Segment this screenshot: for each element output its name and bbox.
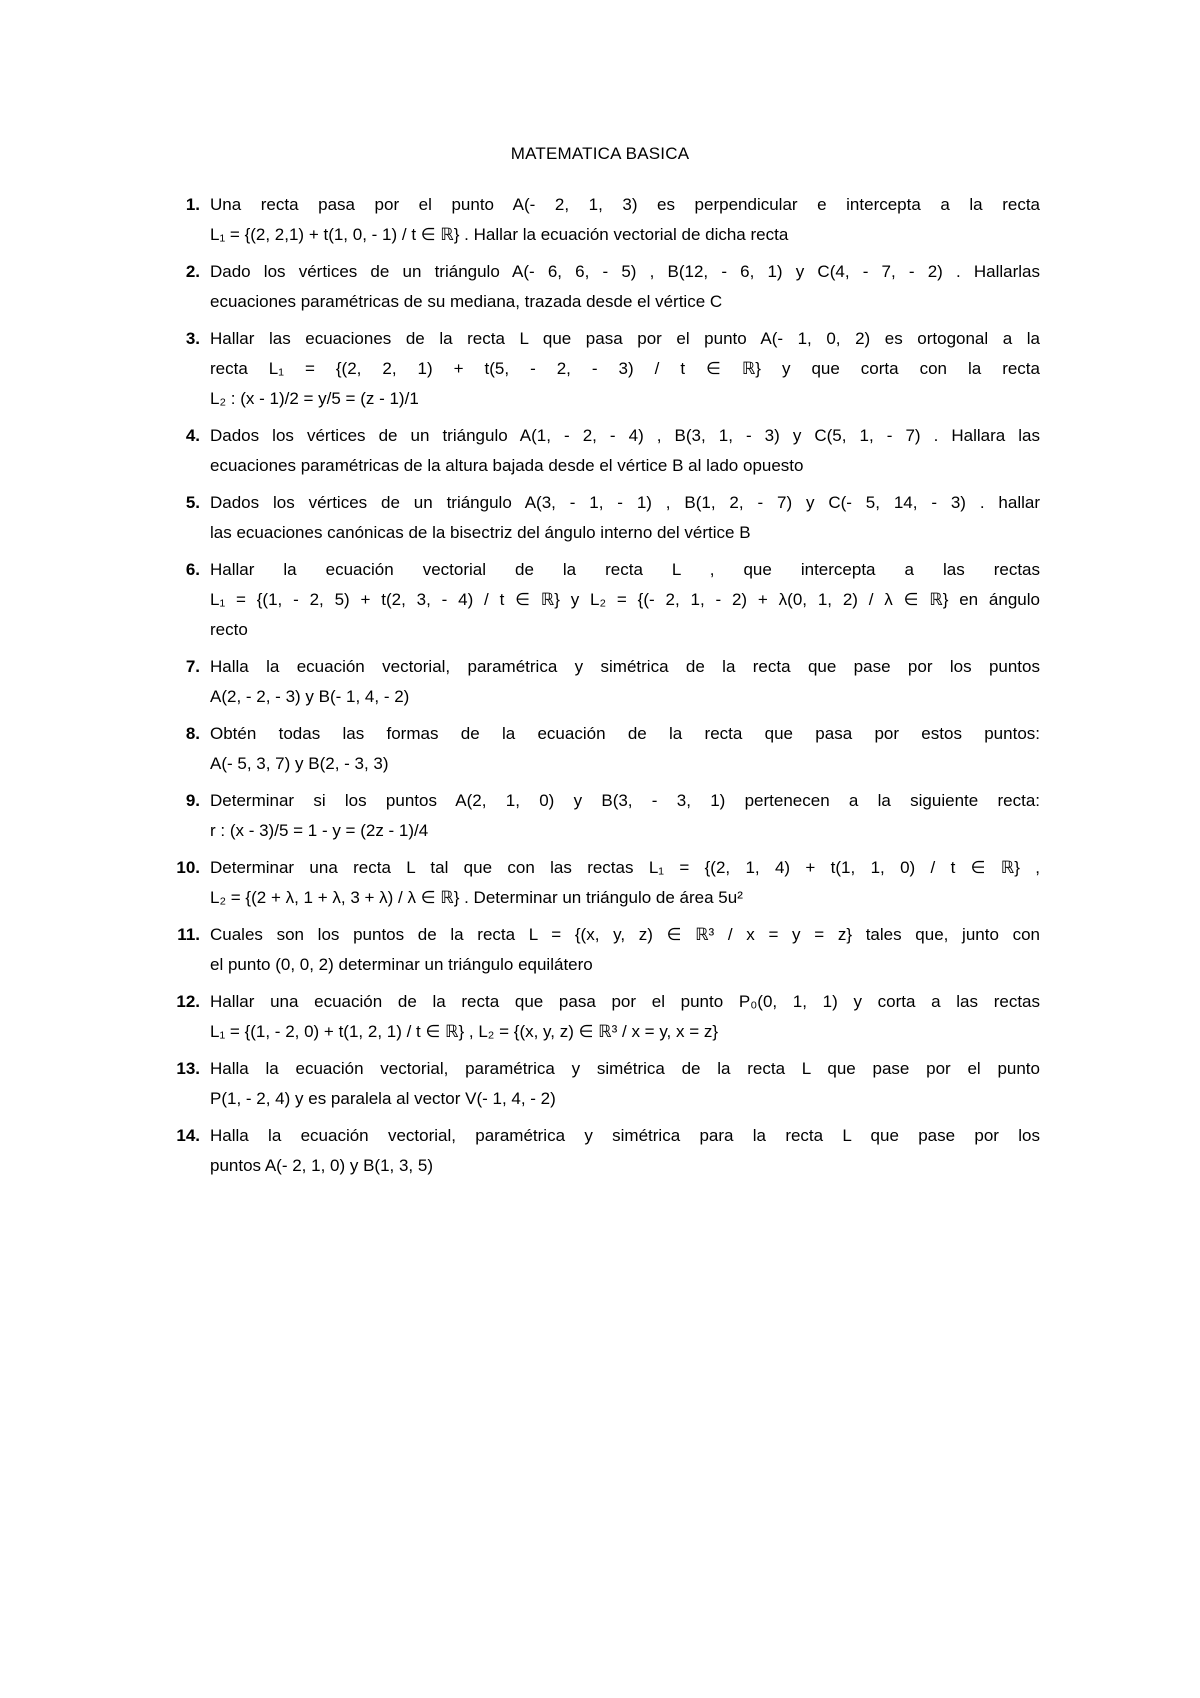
problem-text-line: Halla la ecuación vectorial, paramétrica y simétrica de la recta L que pase por el punto — [210, 1059, 1040, 1078]
problem-number: 8. — [185, 724, 200, 743]
problem-text-line: puntos A(- 2, 1, 0) y B(1, 3, 5) — [210, 1156, 433, 1175]
problem-text-line: Dado los vértices de un triángulo A(- 6, 6, - 5) , B(12, - 6, 1) y C(4, - 7, - 2) . Hallarlas — [210, 262, 1040, 281]
problem-item — [176, 1054, 1040, 1114]
problem-item — [185, 719, 1040, 779]
problem-item — [176, 853, 1040, 913]
problem-text-line: Hallar las ecuaciones de la recta L que pasa por el punto A(- 1, 0, 2) es ortogonal a la — [210, 329, 1040, 348]
problem-text-line: Halla la ecuación vectorial, paramétrica y simétrica para la recta L que pase por los — [210, 1126, 1040, 1145]
problem-text-line: r : (x - 3)/5 = 1 - y = (2z - 1)/4 — [210, 821, 429, 840]
problem-text-line: ecuaciones paramétricas de su mediana, trazada desde el vértice C — [210, 292, 723, 311]
problem-number: 12. — [176, 992, 200, 1011]
problem-number: 4. — [185, 426, 200, 445]
problem-number: 2. — [185, 262, 200, 281]
problem-text-line: L₂ = {(2 + λ, 1 + λ, 3 + λ) / λ ∈ ℝ} . Determinar un triángulo de área 5u² — [210, 888, 743, 907]
problem-text-line: Cuales son los puntos de la recta L = {(x, y, z) ∈ ℝ³ / x = y = z} tales que, junto con — [210, 925, 1040, 944]
problem-item — [176, 1121, 1040, 1181]
problem-text-line: Determinar si los puntos A(2, 1, 0) y B(3, - 3, 1) pertenecen a la siguiente recta: — [210, 791, 1040, 810]
problem-text-line: Dados los vértices de un triángulo A(3, - 1, - 1) , B(1, 2, - 7) y C(- 5, 14, - 3) . hallar — [210, 493, 1040, 512]
problem-text-line: las ecuaciones canónicas de la bisectriz del ángulo interno del vértice B — [210, 523, 751, 542]
problem-text-line: Hallar la ecuación vectorial de la recta L , que intercepta a las rectas — [210, 560, 1040, 579]
problem-number: 5. — [185, 493, 200, 512]
problem-item — [185, 421, 1040, 481]
problem-item — [185, 257, 1040, 317]
problem-item — [176, 987, 1040, 1047]
problem-item — [185, 324, 1040, 414]
problem-number: 3. — [185, 329, 200, 348]
problem-text-line: L₂ : (x - 1)/2 = y/5 = (z - 1)/1 — [210, 389, 419, 408]
problem-text-line: A(2, - 2, - 3) y B(- 1, 4, - 2) — [210, 687, 410, 706]
page-title: MATEMATICA BASICA — [510, 144, 690, 163]
problem-text-line: Dados los vértices de un triángulo A(1, - 2, - 4) , B(3, 1, - 3) y C(5, 1, - 7) . Hallara las — [210, 426, 1040, 445]
problem-text-line: Determinar una recta L tal que con las rectas L₁ = {(2, 1, 4) + t(1, 1, 0) / t ∈ ℝ} , — [210, 858, 1040, 877]
problem-number: 13. — [176, 1059, 200, 1078]
problem-number: 9. — [185, 791, 200, 810]
problem-item — [185, 652, 1040, 712]
problem-text-line: Halla la ecuación vectorial, paramétrica y simétrica de la recta que pase por los puntos — [210, 657, 1040, 676]
problem-text-line: recto — [210, 620, 248, 639]
problem-text-line: ecuaciones paramétricas de la altura bajada desde el vértice B al lado opuesto — [210, 456, 804, 475]
problem-text-line: L₁ = {(1, - 2, 0) + t(1, 2, 1) / t ∈ ℝ} , L₂ = {(x, y, z) ∈ ℝ³ / x = y, x = z} — [210, 1022, 719, 1041]
problem-number: 1. — [185, 195, 200, 214]
problem-item — [185, 555, 1040, 645]
problem-item — [185, 488, 1040, 548]
problem-number: 6. — [185, 560, 200, 579]
problem-list — [176, 190, 1040, 1188]
problem-text-line: A(- 5, 3, 7) y B(2, - 3, 3) — [210, 754, 389, 773]
problem-number: 14. — [176, 1126, 200, 1145]
problem-item — [185, 190, 1040, 250]
problem-text-line: Obtén todas las formas de la ecuación de la recta que pasa por estos puntos: — [210, 724, 1040, 743]
problem-text-line: Hallar una ecuación de la recta que pasa por el punto P₀(0, 1, 1) y corta a las rectas — [210, 992, 1040, 1011]
problem-text-line: el punto (0, 0, 2) determinar un triángulo equilátero — [210, 955, 593, 974]
problem-item — [185, 786, 1040, 846]
problem-text-line: P(1, - 2, 4) y es paralela al vector V(- 1, 4, - 2) — [210, 1089, 556, 1108]
problem-number: 7. — [185, 657, 200, 676]
problem-text-line: L₁ = {(2, 2,1) + t(1, 0, - 1) / t ∈ ℝ} . Hallar la ecuación vectorial de dicha recta — [210, 225, 789, 244]
problem-text-line: Una recta pasa por el punto A(- 2, 1, 3) es perpendicular e intercepta a la recta — [210, 195, 1040, 214]
problem-text-line: recta L₁ = {(2, 2, 1) + t(5, - 2, - 3) / t ∈ ℝ} y que corta con la recta — [210, 359, 1040, 378]
problem-number: 11. — [177, 925, 200, 944]
problem-item — [177, 920, 1040, 980]
problem-number: 10. — [176, 858, 200, 877]
problem-text-line: L₁ = {(1, - 2, 5) + t(2, 3, - 4) / t ∈ ℝ} y L₂ = {(- 2, 1, - 2) + λ(0, 1, 2) / λ ∈ ℝ} en ángulo — [210, 590, 1040, 609]
